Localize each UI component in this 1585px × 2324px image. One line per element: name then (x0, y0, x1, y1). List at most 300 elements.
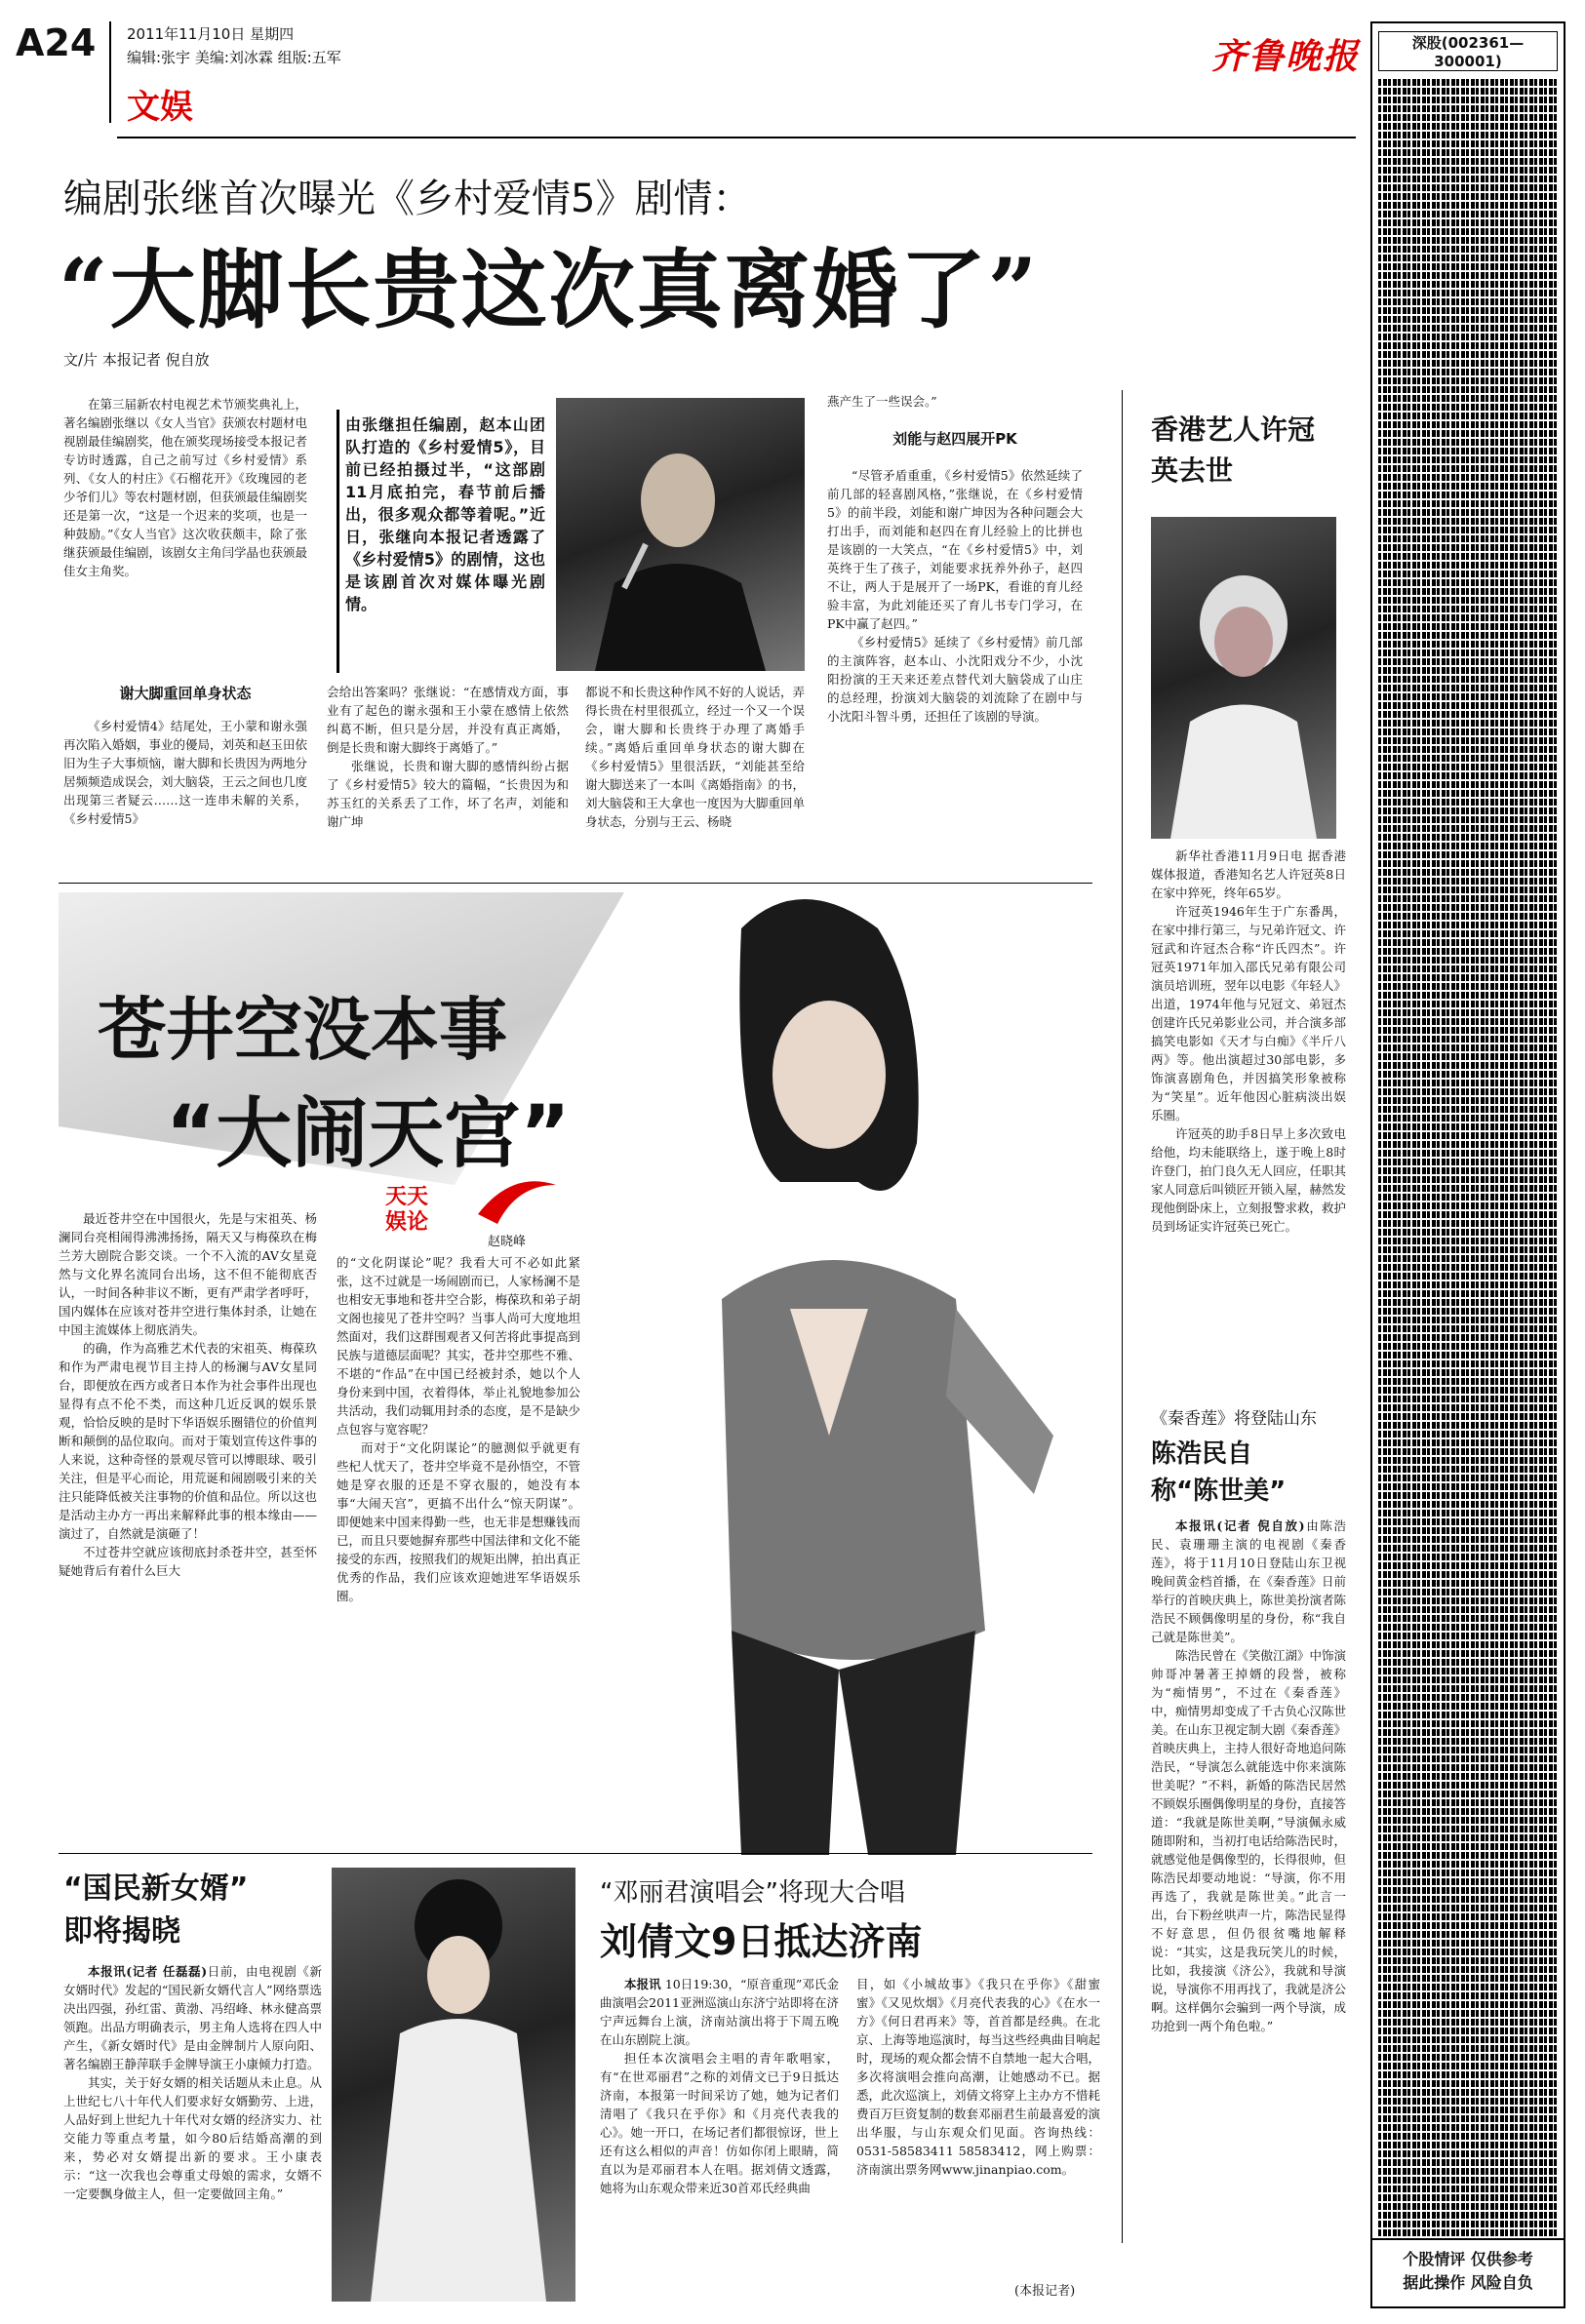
stock-row (1378, 272, 1558, 279)
stock-row (1378, 667, 1558, 674)
stock-row (1378, 1080, 1558, 1086)
stock-row (1378, 1729, 1558, 1736)
stock-row (1378, 527, 1558, 533)
editors-line: 编辑:张宇 美编:刘冰霖 组版:五军 (127, 49, 341, 66)
lead-col-4: 燕产生了一些误会。” 刘能与赵四展开PK “尽管矛盾重重，《乡村爱情5》依然延续了前几部的轻喜剧风格，”张继说，在《乡村爱情5》的前半段，刘能和谢广坤因为各种问题会大打出手，而刘能和赵四在育儿经验上的比拼也是该剧的一大笑点，“在《乡村爱情5》中，刘英终于生了孩子，刘能要求抚养外孙子，赵四不让，两人于是展开了一场PK，看谁的育儿经验丰富，为此刘能还买了育儿书专门学习，在PK中赢了赵四。” 《乡村爱情5》延续了《乡村爱情》前几部的主演阵容，赵本山、小沈阳戏分不少，小沈阳扮演的王天来还差点替代刘大脑袋成了山庄的总经理，扮演刘大脑袋的刘流除了在剧中与小沈阳斗智斗勇，还担任了该剧的导演。 (827, 394, 1083, 724)
sora-badge-swoosh (473, 1175, 561, 1234)
stock-row (1378, 448, 1558, 454)
stock-row (1378, 1018, 1558, 1025)
stock-row (1378, 2150, 1558, 2157)
stock-row (1378, 325, 1558, 332)
page-number: A24 (16, 21, 97, 64)
stock-row (1378, 658, 1558, 665)
stock-row (1378, 1001, 1558, 1007)
stock-row (1378, 860, 1558, 867)
stock-row (1378, 1378, 1558, 1385)
stock-row (1378, 281, 1558, 288)
stock-row (1378, 702, 1558, 709)
stock-row (1378, 1238, 1558, 1244)
stock-row (1378, 957, 1558, 964)
stock-row (1378, 1633, 1558, 1639)
stock-row (1378, 2203, 1558, 2210)
stock-row (1378, 1431, 1558, 1438)
stock-row (1378, 1132, 1558, 1139)
stock-row (1378, 1720, 1558, 1727)
stock-row (1378, 1659, 1558, 1666)
stock-row (1378, 816, 1558, 823)
stock-row (1378, 211, 1558, 217)
stock-row (1378, 158, 1558, 165)
stock-row (1378, 351, 1558, 358)
stock-row (1378, 1281, 1558, 1288)
stock-row (1378, 843, 1558, 849)
stock-row (1378, 1299, 1558, 1306)
stock-row (1378, 1211, 1558, 1218)
stock-row (1378, 579, 1558, 586)
dlj-col-1: 本报讯 10日19:30，“原音重现”邓氏金曲演唱会2011亚洲巡演山东济宁站即将在济宁声远舞台上演，济南站演出将于下周五晚在山东剧院上演。 担任本次演唱会主唱的青年歌唱家，有“在世邓丽君”之称的刘倩文已于9日抵达济南，本报第一时间采访了她，她为记者们清唱了《我只在乎你》和《月亮代表我的心》。她一开口，在场记者们都很惊讶，世上还有这么相似的声音！仿如你闭上眼睛，简直以为是邓丽君本人在唱。据刘倩文透露，她将为山东观众带来近30首邓氏经典曲 (600, 1977, 839, 2195)
header-rule (117, 137, 1356, 138)
stock-row (1378, 1475, 1558, 1481)
stock-row (1378, 1949, 1558, 1955)
stock-row (1378, 430, 1558, 437)
stock-row (1378, 886, 1558, 893)
stock-row (1378, 825, 1558, 832)
stock-row (1378, 1185, 1558, 1192)
stock-row (1378, 1940, 1558, 1947)
stock-row (1378, 2221, 1558, 2227)
zhangji-photo-figure (556, 398, 805, 671)
stock-row (1378, 79, 1558, 86)
stock-row (1378, 834, 1558, 841)
stock-row (1378, 2107, 1558, 2113)
stock-row (1378, 2001, 1558, 2008)
lead-callout: 由张继担任编剧，赵本山团队打造的《乡村爱情5》，目前已经拍摄过半，“这部剧11月底拍完，春节前后播出，很多观众都等着呢。”近日，张继向本报记者透露了《乡村爱情5》的剧情，这也是该剧首次对媒体曝光剧情。 (337, 410, 551, 673)
sora-col-2: 的“文化阴谋论”呢？我看大可不必如此紧张，这不过就是一场闹剧而已，人家杨澜不是也相安无事地和苍井空合影，梅葆玖和弟子胡文阁也接见了苍井空吗？当事人尚可大度地坦然面对，我们这群围观者又何苦将此事提高到民族与道德层面呢？其实，苍井空那些不雅、不堪的“作品”在中国已经被封杀，她以个人身份来到中国，衣着得体，举止礼貌地参加公共活动，我们动辄用封杀的态度，是不是缺少点包容与宽容呢？ 而对于“文化阴谋论”的臆测似乎就更有些杞人忧天了，苍井空毕竟不是孙悟空，不管她是穿衣服的还是不穿衣服的，她没有本事“大闹天宫”，更搞不出什么“惊天阴谋”。即便她来中国来得勤一些，也无非是想赚钱而已，而且只要她摒弃那些中国法律和文化不能接受的东西，按照我们的规矩出牌，拍出真正优秀的作品，我们应该欢迎她进军华语娱乐圈。 (337, 1255, 580, 1603)
stock-row (1378, 1712, 1558, 1718)
stock-column (1370, 21, 1565, 2308)
stock-row (1378, 518, 1558, 525)
stock-row (1378, 1334, 1558, 1341)
xuguanying-photo-figure (1151, 517, 1336, 839)
stock-row (1378, 1273, 1558, 1280)
stock-row (1378, 1229, 1558, 1236)
stock-row (1378, 1317, 1558, 1323)
lead-col-3: 都说不和长贵这种作风不好的人说话，弄得长贵在村里很孤立，经过一个又一个误会，谢大脚和长贵终于办理了离婚手续。”离婚后重回单身状态的谢大脚在《乡村爱情5》里很活跃，“刘能甚至给谢大脚送来了一本叫《离婚指南》的书，刘大脑袋和王大拿也一度因为大脚重回单身状态，分别与王云、杨晓 (585, 685, 805, 829)
stock-row (1378, 1194, 1558, 1201)
stock-row (1378, 544, 1558, 551)
stock-row (1378, 1799, 1558, 1806)
sora-badge-line-2: 娱论 (385, 1210, 429, 1235)
stock-row (1378, 606, 1558, 612)
stock-row (1378, 246, 1558, 253)
stock-row (1378, 202, 1558, 209)
sora-photo-figure (634, 889, 1102, 1855)
stock-row (1378, 1053, 1558, 1060)
stock-row (1378, 2142, 1558, 2148)
stock-row (1378, 2071, 1558, 2078)
stock-row (1378, 1483, 1558, 1490)
stock-row (1378, 1782, 1558, 1789)
hk-title: 香港艺人许冠英去世 (1151, 414, 1316, 487)
stock-row (1378, 88, 1558, 95)
stock-row (1378, 439, 1558, 446)
stock-row (1378, 1088, 1558, 1095)
stock-listing (1372, 79, 1564, 2271)
xinnuxu-title (63, 1868, 337, 1953)
stock-header: 深股(002361—300001) (1378, 31, 1558, 71)
lead-col-1: 《乡村爱情4》结尾处，王小蒙和谢永强再次陷入婚姻，事业的優局，刘英和赵玉田依旧为生子大事烦恼，谢大脚和长贵因为两地分居频频造成误会，刘大脑袋，王云之间也几度出现第三者疑云……这一连串未解的关系，《乡村爱情5》 (63, 719, 307, 826)
stock-row (1378, 2019, 1558, 2026)
stock-row (1378, 1887, 1558, 1894)
cjk-title: 陈浩民自称“陈世美” (1151, 1439, 1287, 1506)
stock-row (1378, 1501, 1558, 1508)
stock-row (1378, 1738, 1558, 1745)
stock-row (1378, 228, 1558, 235)
stock-row (1378, 193, 1558, 200)
stock-row (1378, 623, 1558, 630)
stock-row (1378, 421, 1558, 428)
stock-row (1378, 1826, 1558, 1832)
section-name: 文娱 (127, 88, 193, 127)
stock-row (1378, 1518, 1558, 1525)
lower-rule (59, 1853, 1092, 1854)
stock-row (1378, 1027, 1558, 1034)
stock-row (1378, 1545, 1558, 1552)
stock-row (1378, 2159, 1558, 2166)
stock-row (1378, 1009, 1558, 1016)
stock-row (1378, 465, 1558, 472)
stock-row (1378, 711, 1558, 718)
stock-row (1378, 2036, 1558, 2043)
lead-headline: “大脚长贵这次真离婚了” (59, 239, 1040, 340)
xinnuxu-byline: 本报讯(记者 任磊磊) (88, 1964, 208, 1979)
stock-row (1378, 1791, 1558, 1797)
stock-row (1378, 895, 1558, 902)
stock-row (1378, 1905, 1558, 1911)
stock-row (1378, 1369, 1558, 1376)
stock-row (1378, 176, 1558, 182)
stock-row (1378, 1044, 1558, 1051)
stock-footer-line-1: 个股情评 仅供参考 (1403, 2250, 1533, 2268)
xuguanying-photo (1151, 517, 1336, 839)
stock-row (1378, 1439, 1558, 1446)
stock-row (1378, 500, 1558, 507)
stock-row (1378, 1817, 1558, 1824)
stock-row (1378, 290, 1558, 296)
stock-row (1378, 1562, 1558, 1569)
stock-row (1378, 2229, 1558, 2236)
stock-row (1378, 904, 1558, 911)
stock-row (1378, 1062, 1558, 1069)
stock-row (1378, 1703, 1558, 1710)
stock-row (1378, 2063, 1558, 2069)
stock-row (1378, 2089, 1558, 2096)
stock-row (1378, 737, 1558, 744)
stock-row (1378, 939, 1558, 946)
stock-row (1378, 1220, 1558, 1227)
stock-row (1378, 1571, 1558, 1578)
stock-row (1378, 2115, 1558, 2122)
stock-row (1378, 492, 1558, 498)
stock-row (1378, 1106, 1558, 1113)
cjk-kicker: 《秦香莲》将登陆山东 (1151, 1409, 1317, 1429)
stock-row (1378, 1159, 1558, 1165)
stock-row (1378, 1141, 1558, 1148)
stock-row (1378, 851, 1558, 858)
stock-row (1378, 1202, 1558, 1209)
stock-row (1378, 237, 1558, 244)
lead-sub-2: 刘能与赵四展开PK (892, 430, 1017, 448)
stock-row (1378, 2168, 1558, 2175)
stock-row (1378, 474, 1558, 481)
stock-row (1378, 1641, 1558, 1648)
stock-row (1378, 298, 1558, 305)
stock-row (1378, 1896, 1558, 1903)
mid-rule (59, 883, 1092, 884)
stock-row (1378, 307, 1558, 314)
stock-row (1378, 1123, 1558, 1130)
stock-row (1378, 114, 1558, 121)
stock-row (1378, 1150, 1558, 1157)
stock-row (1378, 2080, 1558, 2087)
stock-row (1378, 1957, 1558, 1964)
stock-row (1378, 1773, 1558, 1780)
stock-row (1378, 641, 1558, 648)
stock-row (1378, 149, 1558, 156)
stock-row (1378, 2177, 1558, 2184)
stock-row (1378, 781, 1558, 788)
stock-row (1378, 1404, 1558, 1411)
stock-row (1378, 1290, 1558, 1297)
stock-row (1378, 1343, 1558, 1350)
stock-row (1378, 360, 1558, 367)
stock-row (1378, 650, 1558, 656)
xinnuxu-body: 本报讯(记者 任磊磊)日前，由电视剧《新女婿时代》发起的“国民新女婿代言人”网络票选决出四强，孙红雷、黄渤、冯绍峰、林永健高票领跑。出品方明确表示，男主角人选将在四人中产生，《新女婿时代》是由金牌制片人原向阳、著名编剧王静萍联手金牌导演王小康倾力打造。 其实，关于好女婿的相关话题从未止息。从上世纪七八十年代人们要求好女婿勤劳、上进，人品好到上世纪九十年代对女婿的经济实力、社交能力等重点考量，如今80后结婚高潮的到来，势必对女婿提出新的要求。王小康表示：“这一次我也会尊重丈母娘的需求，女婿不一定要飘身做主人，但一定要做回主角。” (63, 1964, 322, 2201)
stock-row (1378, 1966, 1558, 1973)
stock-row (1378, 676, 1558, 683)
stock-row (1378, 553, 1558, 560)
stock-row (1378, 132, 1558, 138)
stock-row (1378, 377, 1558, 384)
stock-row (1378, 1597, 1558, 1604)
stock-row (1378, 1457, 1558, 1464)
stock-row (1378, 2098, 1558, 2105)
stock-row (1378, 922, 1558, 928)
stock-row (1378, 1097, 1558, 1104)
stock-row (1378, 1808, 1558, 1815)
stock-row (1378, 1352, 1558, 1359)
stock-row (1378, 1360, 1558, 1367)
stock-row (1378, 1992, 1558, 1999)
stock-row (1378, 992, 1558, 999)
stock-footer-line-2: 据此操作 风险自负 (1403, 2273, 1533, 2292)
dlj-kicker: “邓丽君演唱会”将现大合唱 (600, 1878, 905, 1908)
stock-row (1378, 1755, 1558, 1762)
stock-row (1378, 729, 1558, 735)
stock-row (1378, 1747, 1558, 1753)
stock-row (1378, 1167, 1558, 1174)
lead-byline: 文/片 本报记者 倪自放 (63, 351, 210, 369)
stock-row (1378, 369, 1558, 375)
stock-row (1378, 1685, 1558, 1692)
cjk-body: 本报讯(记者 倪自放)由陈浩民、袁珊珊主演的电视剧《秦香莲》，将于11月10日登陆山东卫视晚间黄金档首播，在《秦香莲》日前举行的首映庆典上，陈世美扮演者陈浩民不顾偶像明星的身份，称“我自己就是陈世美”。 陈浩民曾在《笑傲江湖》中饰演帅哥冲暑著王掉婿的段誉，被称为“痴情男”，不过在《秦香莲》中，痴情男却变成了千古负心汉陈世美。在山东卫视定制大剧《秦香莲》首映庆典上，主持人很好奇地追问陈浩民，“导演怎么就能选中你来演陈世美呢？”不料，新婚的陈浩民居然不顾娱乐圈偶像明星的身份，直接答道：“我就是陈世美啊，”导演佩永威随即附和，当初打电话给陈浩民时，就感觉他是偶像型的，长得很帅，但陈浩民却要动地说：“导演，你不用再选了，我就是陈世美。”此言一出，台下粉丝哄声一片，陈浩民显得不好意思，但仍很贫嘴地解释说：“其实，这是我玩笑儿的时候，比如，我接演《济公》，我就和导演说，导演你不用再找了，我就是济公啊。这样偶尔会骗到一两个导演，成功抢到一两个角色啦。” (1151, 1518, 1346, 2033)
stock-row (1378, 1764, 1558, 1771)
stock-row (1378, 588, 1558, 595)
stock-row (1378, 1676, 1558, 1683)
dlj-byline: 本报讯 (624, 1977, 661, 1991)
stock-row (1378, 614, 1558, 621)
stock-row (1378, 386, 1558, 393)
stock-row (1378, 1984, 1558, 1990)
stock-row (1378, 746, 1558, 753)
stock-row (1378, 2054, 1558, 2061)
cjk-byline: 本报讯(记者 倪自放) (1175, 1518, 1305, 1533)
stock-row (1378, 1606, 1558, 1613)
stock-row (1378, 342, 1558, 349)
stock-row (1378, 799, 1558, 806)
stock-row (1378, 1387, 1558, 1394)
stock-row (1378, 764, 1558, 770)
liuqianwen-photo (332, 1868, 575, 2302)
stock-row (1378, 1466, 1558, 1473)
stock-row (1378, 184, 1558, 191)
stock-row (1378, 685, 1558, 691)
stock-row (1378, 1176, 1558, 1183)
stock-row (1378, 2212, 1558, 2219)
stock-row (1378, 597, 1558, 604)
stock-row (1378, 948, 1558, 955)
stock-row (1378, 1255, 1558, 1262)
lead-kicker: 编剧张继首次曝光《乡村爱情5》剧情： (63, 177, 752, 221)
stock-row (1378, 1913, 1558, 1920)
lead-col-2: 会给出答案吗？张继说：“在感情戏方面，事业有了起色的谢永强和王小蒙在感情上依然纠葛不断，但只是分居，并没有真正离婚，倒是长贵和谢大脚终于离婚了。” 张继说，长贵和谢大脚的感情纠纷占据了《乡村爱情5》较大的篇幅，“长贵因为和苏玉红的关系丢了工作，坏了名声，刘能和谢广坤 (327, 685, 569, 829)
stock-row (1378, 1870, 1558, 1876)
stock-row (1378, 140, 1558, 147)
stock-row (1378, 1580, 1558, 1587)
stock-row (1378, 632, 1558, 639)
stock-row (1378, 219, 1558, 226)
sora-col-1: 最近苍井空在中国很火，先是与宋祖英、杨澜同台亮相闹得沸沸扬扬，隔天又与梅葆玖在梅兰芳大剧院合影交谈。一个不入流的AV女星竟然与文化界名流同台出场，这不但不能彻底否认，一时间各种非议不断，更有严肃学者呼吁，国内媒体在应该对苍井空进行集体封杀，让她在中国主流媒体上彻底消失。 的确，作为高雅艺术代表的宋祖英、梅葆玖和作为严肃电视节目主持人的杨澜与AV女星同台，即便放在西方或者日本作为社会事件出现也显得有点不伦不类，而这种几近反讽的娱乐景观，恰恰反映的是时下华语娱乐圈错位的价值判断和颠倒的品位取向。而对于策划宣传这件事的人来说，这种奇怪的景观尽管可以博眼球、吸引关注，但是平心而论，用荒诞和闹剧吸引来的关注只能降低被关注事物的价值和品位。所以这也是活动主办方一再出来解释此事的根本缘由——演过了，自然就是演砸了！ 不过苍井空就应该彻底封杀苍井空，甚至怀疑她背后有着什么巨大 (59, 1211, 317, 1578)
stock-row (1378, 2124, 1558, 2131)
brand-logo: 齐鲁晚报 (1211, 36, 1361, 77)
stock-row (1378, 509, 1558, 516)
stock-row (1378, 1036, 1558, 1043)
stock-row (1378, 1246, 1558, 1253)
stock-row (1378, 755, 1558, 762)
xinnuxu-title-line-1: “国民新女婿” (63, 1871, 249, 1906)
stock-row (1378, 930, 1558, 937)
zhangji-photo (556, 398, 805, 671)
stock-row (1378, 772, 1558, 779)
stock-row (1378, 693, 1558, 700)
stock-row (1378, 255, 1558, 261)
hk-body: 新华社香港11月9日电 据香港媒体报道，香港知名艺人许冠英8日在家中猝死，终年65岁。 许冠英1946年生于广东番禺，在家中排行第三，与兄弟许冠文、许冠武和许冠杰合称“许氏四杰”。许冠英1971年加入邵氏兄弟有限公司演员培训班，翌年以电影《年轻人》出道，1974年他与兄冠文、弟冠杰创建许氏兄弟影业公司，并合演多部搞笑电影如《天才与白痴》《半斤八两》等。他出演超过30部电影，多饰演喜剧角色，并因搞笑形象被称为“笑星”。近年他因心脏病淡出娱乐圈。 许冠英的助手8日早上多次致电给他，均未能联络上，遂于晚上8时许登门，拍门良久无人回应，任职其家人同意后叫锁匠开锁入屋，赫然发现他倒卧床上，立刻报警求救，救护员到场证实许冠英已死亡。 (1151, 848, 1346, 1234)
liuqianwen-photo-figure (332, 1868, 575, 2302)
stock-row (1378, 1975, 1558, 1982)
stock-row (1378, 413, 1558, 419)
stock-row (1378, 2045, 1558, 2052)
sora-badge-line-1: 天天 (385, 1185, 429, 1209)
stock-row (1378, 1325, 1558, 1332)
sora-headline-2: “大闹天宫” (166, 1090, 571, 1178)
stock-row (1378, 1527, 1558, 1534)
stock-row (1378, 1422, 1558, 1429)
stock-row (1378, 1308, 1558, 1315)
stock-row (1378, 1931, 1558, 1938)
stock-row (1378, 1264, 1558, 1271)
xinnuxu-title-line-2: 即将揭晓 (63, 1914, 180, 1949)
stock-row (1378, 1413, 1558, 1420)
stock-row (1378, 395, 1558, 402)
stock-row (1378, 1554, 1558, 1560)
stock-row (1378, 1589, 1558, 1595)
stock-row (1378, 2010, 1558, 2017)
stock-row (1378, 1510, 1558, 1517)
stock-row (1378, 965, 1558, 972)
stock-row (1378, 263, 1558, 270)
stock-row (1378, 316, 1558, 323)
stock-row (1378, 2028, 1558, 2034)
stock-row (1378, 1694, 1558, 1701)
stock-row (1378, 1834, 1558, 1841)
stock-row (1378, 720, 1558, 727)
stock-row (1378, 404, 1558, 411)
stock-row (1378, 1650, 1558, 1657)
dlj-title: 刘倩文9日抵达济南 (600, 1920, 923, 1963)
sora-photo (634, 889, 1102, 1855)
stock-row (1378, 1615, 1558, 1622)
stock-row (1378, 1843, 1558, 1850)
stock-row (1378, 2133, 1558, 2140)
stock-row (1378, 571, 1558, 577)
stock-row (1378, 1536, 1558, 1543)
stock-row (1378, 105, 1558, 112)
dlj-col-2: 目，如《小城故事》《我只在乎你》《甜蜜蜜》《又见炊烟》《月亮代表我的心》《在水一方》《何日君再来》等，首首都是经典。在北京、上海等地巡演时，每当这些经典曲目响起时，现场的观众都会情不自禁地一起大合唱，多次将演唱会推向高潮，让她感动不已。据悉，此次巡演上，刘倩文将穿上主办方不惜耗费百万巨资复制的数套邓丽君生前最喜爱的演出华服，与山东观众们见面。咨询热线：0531-58583411 58583412，网上购票：济南演出票务网www.jinanpiao.com。 (856, 1977, 1100, 2177)
stock-row (1378, 869, 1558, 876)
stock-row (1378, 167, 1558, 174)
stock-row (1378, 974, 1558, 981)
stock-row (1378, 1448, 1558, 1455)
stock-row (1378, 483, 1558, 490)
date-line: 2011年11月10日 星期四 (127, 25, 295, 43)
stock-row (1378, 456, 1558, 463)
lead-sub-1: 谢大脚重回单身状态 (119, 685, 252, 702)
stock-row (1378, 1624, 1558, 1631)
sora-author: 赵晓峰 (488, 1235, 527, 1249)
stock-row (1378, 1668, 1558, 1674)
stock-row (1378, 1878, 1558, 1885)
stock-row (1378, 1396, 1558, 1402)
dlj-signature: (本报记者) (1014, 2284, 1076, 2299)
stock-row (1378, 790, 1558, 797)
stock-row (1378, 535, 1558, 542)
lead-right-rule (1122, 390, 1123, 2243)
stock-row (1378, 334, 1558, 340)
sora-headline-1: 苍井空没本事 (98, 990, 507, 1070)
stock-row (1378, 878, 1558, 885)
stock-row (1378, 1852, 1558, 1859)
header-divider (109, 21, 111, 123)
stock-row (1378, 1922, 1558, 1929)
stock-row (1378, 913, 1558, 920)
stock-row (1378, 2194, 1558, 2201)
stock-footer (1372, 2238, 1564, 2306)
lead-intro: 在第三届新农村电视艺术节颁奖典礼上，著名编剧张继以《女人当官》获颁农村题材电视剧最佳编剧奖，他在颁奖现场接受本报记者专访时透露，自己之前写过《乡村爱情》系列、《女人的村庄》《石榴花开》《玫瑰园的老少爷们儿》等农村题材剧，但获颁最佳编剧奖还是第一次，“这是一个迟来的奖项，也是一种鼓励。”《女人当官》这次收获颇丰，除了张继获颁最佳编剧，该剧女主角闫学晶也获颁最佳女主角奖。 (63, 397, 307, 578)
stock-row (1378, 807, 1558, 814)
stock-row (1378, 983, 1558, 990)
stock-row (1378, 2186, 1558, 2192)
stock-row (1378, 97, 1558, 103)
